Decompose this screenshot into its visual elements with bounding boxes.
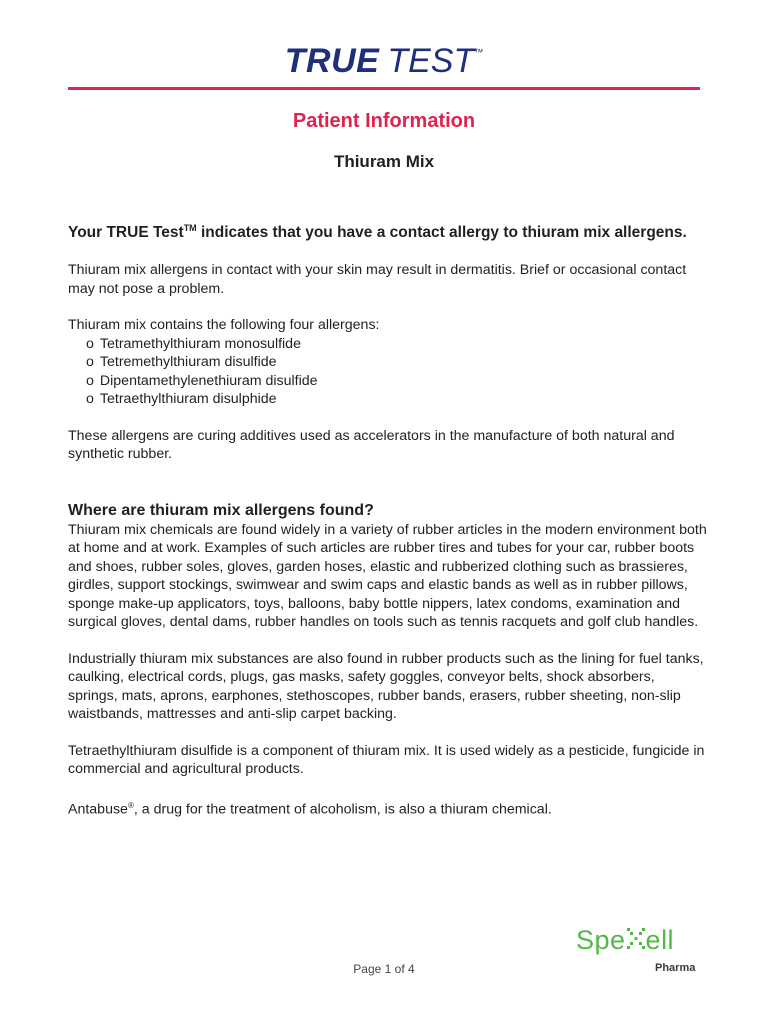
lead-part1: Your TRUE Test <box>68 224 184 242</box>
logo-trademark: ™ <box>474 47 484 57</box>
list-item: o Tetramethylthiuram monosulfide <box>86 335 301 352</box>
logo-bold-text: TRUE <box>284 42 380 80</box>
lead-statement <box>68 218 708 243</box>
paragraph-dermatitis: Thiuram mix allergens in contact with your skin may result in dermatitis. Brief or occasional contact may not pose a problem. <box>68 262 687 297</box>
bullet-icon: o <box>86 335 94 352</box>
bullet-icon: o <box>86 391 94 408</box>
true-test-logo <box>0 44 768 78</box>
page-number: Page 1 of 4 <box>353 962 415 976</box>
section-heading: Where are thiuram mix allergens found? <box>68 501 374 519</box>
page-title: Patient Information <box>292 110 476 132</box>
paragraph-pesticide: Tetraethylthiuram disulfide is a component of thiuram mix. It is used widely as a pesticide, fungicide in commercial and agricultural products. <box>68 742 705 778</box>
spexell-wordmark: Spe ell <box>576 925 675 955</box>
list-item: o Dipentamethylenethiuram disulfide <box>86 372 318 389</box>
document-body <box>68 218 708 819</box>
bullet-icon: o <box>86 372 94 389</box>
paragraph-curing-additives: These allergens are curing additives used as accelerators in the manufacture of both natural and synthetic rubber. <box>68 427 675 463</box>
list-item: o Tetraethylthiuram disulphide <box>86 391 277 408</box>
list-item: o Tetremethylthiuram disulfide <box>86 354 277 371</box>
paragraph-articles: Thiuram mix chemicals are found widely in a variety of rubber articles in the modern environment both at home and at work. Examples of such articles are rubber tires and tubes for your car, rubber boots and shoes, rubber soles, gloves, garden hoses, elastic and rubberized clothing such as brassieres, girdles, support stockings, swimwear and swim caps and elastic bands as well as in rubber pillows, sponge make-up applicators, toys, balloons, baby bottle nippers, latex condoms, examination and surgical gloves, dental dams, rubber handles on tools such as tennis racquets and golf club handles. <box>68 521 707 631</box>
bullet-icon: o <box>86 354 94 371</box>
paragraph-antabuse: Antabuse®, a drug for the treatment of alcoholism, is also a thiuram chemical. <box>68 800 552 818</box>
allergen-list <box>68 335 708 409</box>
logo-light-text: TEST <box>387 42 475 80</box>
header-divider <box>68 87 700 90</box>
registered-mark: ® <box>127 800 134 810</box>
paragraph-industrial: Industrially thiuram mix substances are also found in rubber products such as the lining for fuel tanks, caulking, electrical cords, plugs, gas masks, safety goggles, conveyor belts, shock absorbers, springs, mats, aprons, earphones, stethoscopes, rubber bands, erasers, rubber sheeting, non-slip waistbands, mattresses and anti-slip carpet backing. <box>68 650 704 723</box>
paragraph-allergens-intro: Thiuram mix contains the following four allergens: <box>68 317 380 334</box>
spexell-subtitle: Pharma <box>655 962 696 974</box>
lead-part2: indicates that you have a contact allergy to thiuram mix allergens. <box>196 224 687 242</box>
x-cross-icon <box>626 927 646 951</box>
lead-tm: TM <box>183 223 197 233</box>
page-subtitle: Thiuram Mix <box>333 152 435 171</box>
